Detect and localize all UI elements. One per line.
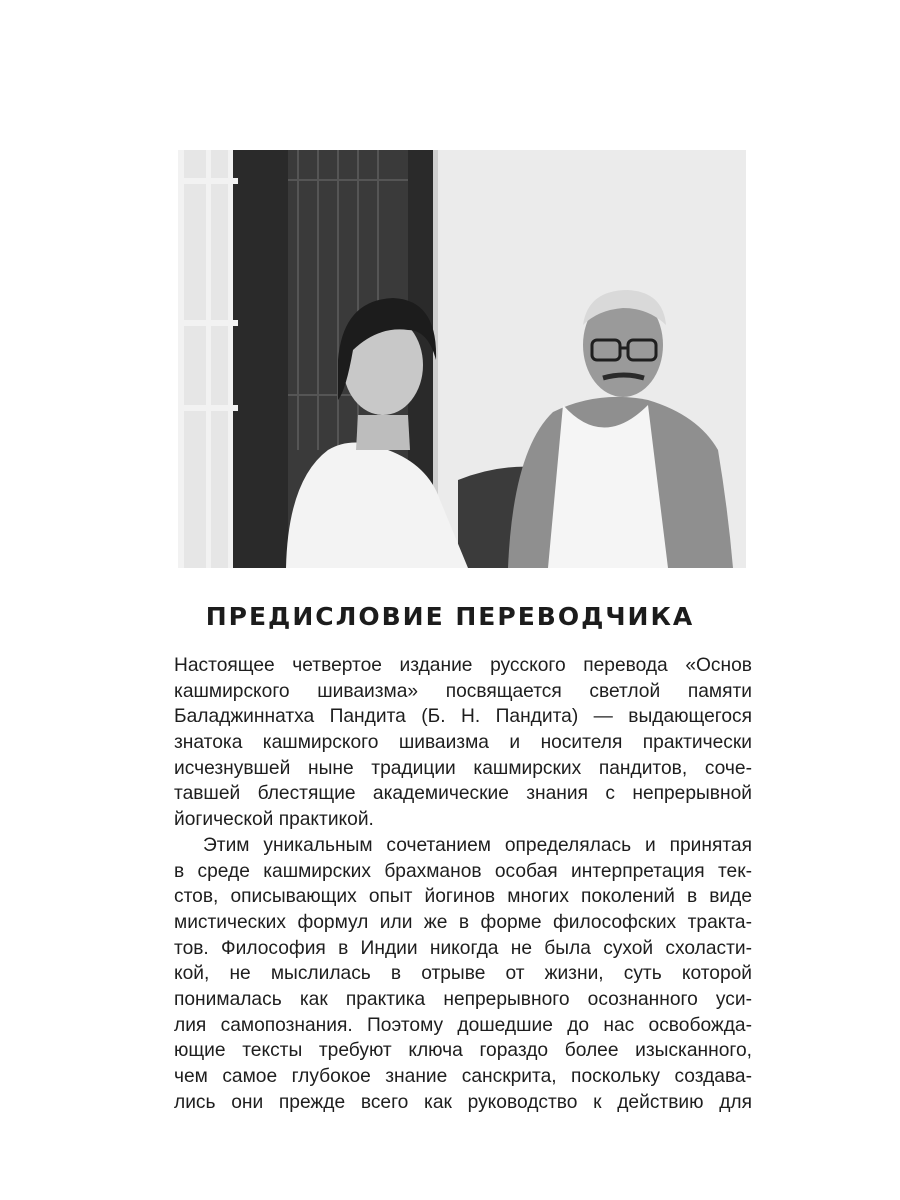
text-line: чем самое глубокое знание санскрита, поскольку создава-	[174, 1066, 752, 1087]
text-line: лись они прежде всего как руководство к действию для	[174, 1091, 752, 1113]
paragraph	[174, 833, 752, 1116]
text-line: понималась как практика непрерывного осознанного уси-	[174, 988, 752, 1010]
text-line: кашмирского шиваизма» посвящается светлой памяти	[174, 680, 752, 702]
photograph	[178, 150, 746, 568]
text-line: в среде кашмирских брахманов особая интерпретация тек-	[174, 860, 752, 882]
text-line: знатока кашмирского шиваизма и носителя практически	[174, 732, 752, 754]
text-line: исчезнувшей ныне традиции кашмирских пандитов, соче-	[174, 757, 752, 779]
text-line: стов, описывающих опыт йогинов многих поколений в виде	[174, 886, 752, 908]
text-line: тов. Философия в Индии никогда не была сухой схоласти-	[174, 937, 752, 959]
text-line: лия самопознания. Поэтому дошедшие до нас освобожда-	[174, 1014, 752, 1036]
page-title: ПРЕДИСЛОВИЕ ПЕРЕВОДЧИКА	[205, 602, 695, 631]
text-line: Баладжиннатха Пандита (Б. Н. Пандита) — выдающегося	[174, 706, 752, 728]
text-line: йогической практикой.	[174, 809, 374, 831]
text-line: мистических формул или же в форме философских тракта-	[174, 911, 752, 933]
text-line: Этим уникальным сочетанием определялась и принятая	[203, 834, 752, 856]
text-line: кой, не мыслилась в отрыве от жизни, суть которой	[174, 963, 752, 985]
text-line: ющие тексты требуют ключа гораздо более изысканного,	[174, 1040, 752, 1062]
photograph-two-people-icon	[178, 150, 746, 568]
body-text	[174, 653, 752, 1115]
text-line: Настоящее четвертое издание русского перевода «Основ	[174, 655, 752, 676]
paragraph	[174, 653, 752, 833]
text-line: тавшей блестящие академические знания с непрерывной	[174, 783, 752, 805]
